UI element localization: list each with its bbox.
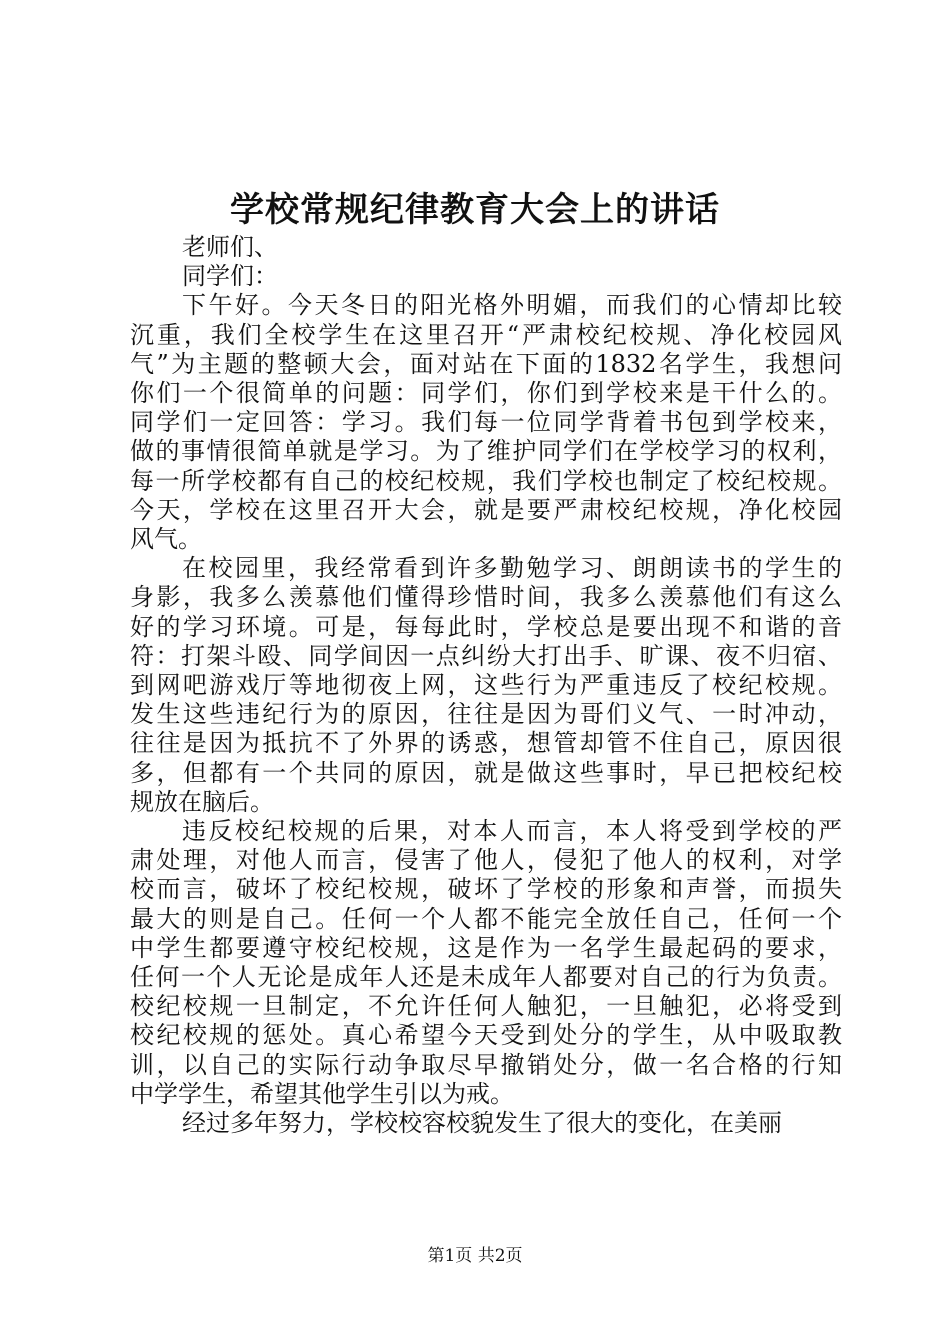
paragraph-line: 发生这些违纪行为的原因，往往是因为哥们义气、一时冲动， xyxy=(130,700,842,729)
paragraph-line: 气”为主题的整顿大会，面对站在下面的1832名学生，我想问 xyxy=(130,349,842,378)
paragraph-line: 每一所学校都有自己的校纪校规，我们学校也制定了校纪校规。 xyxy=(130,466,842,495)
paragraph-line: 规放在脑后。 xyxy=(130,787,274,816)
salutation-teachers: 老师们、 xyxy=(182,233,278,261)
paragraph-line: 身影，我多么羡慕他们懂得珍惜时间，我多么羡慕他们有这么 xyxy=(130,583,842,612)
paragraph-line: 违反校纪校规的后果，对本人而言，本人将受到学校的严 xyxy=(182,817,842,846)
salutation-students: 同学们： xyxy=(182,262,278,291)
paragraph xyxy=(130,291,842,554)
paragraph-line: 同学们一定回答：学习。我们每一位同学背着书包到学校来， xyxy=(130,408,842,437)
paragraph-line: 今天，学校在这里召开大会，就是要严肃校纪校规，净化校园 xyxy=(130,495,842,524)
paragraph-container xyxy=(130,291,842,1138)
paragraph-line: 在校园里，我经常看到许多勤勉学习、朗朗读书的学生的 xyxy=(182,554,842,583)
page-footer: 第1页 共2页 xyxy=(427,1246,523,1266)
paragraph-line: 肃处理，对他人而言，侵害了他人，侵犯了他人的权利，对学 xyxy=(130,846,842,875)
paragraph-line: 好的学习环境。可是，每每此时，学校总是要出现不和谐的音 xyxy=(130,612,842,641)
paragraph-line: 沉重，我们全校学生在这里召开“严肃校纪校规、净化校园风 xyxy=(130,320,842,349)
paragraph-line: 训，以自己的实际行动争取尽早撤销处分，做一名合格的行知 xyxy=(130,1050,842,1079)
paragraph-line: 你们一个很简单的问题：同学们，你们到学校来是干什么的。 xyxy=(130,379,842,408)
paragraph-line: 中学生都要遵守校纪校规，这是作为一名学生最起码的要求， xyxy=(130,933,842,962)
paragraph-line: 任何一个人无论是成年人还是未成年人都要对自己的行为负责。 xyxy=(130,963,842,992)
paragraph-line: 中学学生，希望其他学生引以为戒。 xyxy=(130,1079,514,1108)
paragraph-line: 经过多年努力，学校校容校貌发生了很大的变化，在美丽 xyxy=(182,1109,782,1138)
document-body xyxy=(130,233,842,1138)
paragraph-line: 校纪校规一旦制定，不允许任何人触犯，一旦触犯，必将受到 xyxy=(130,992,842,1021)
paragraph-line: 到网吧游戏厅等地彻夜上网，这些行为严重违反了校纪校规。 xyxy=(130,671,842,700)
paragraph xyxy=(130,817,842,1109)
paragraph-line: 往往是因为抵抗不了外界的诱惑，想管却管不住自己，原因很 xyxy=(130,729,842,758)
document-title: 学校常规纪律教育大会上的讲话 xyxy=(230,190,720,230)
paragraph-line: 多，但都有一个共同的原因，就是做这些事时，早已把校纪校 xyxy=(130,758,842,787)
paragraph-line: 最大的则是自己。任何一个人都不能完全放任自己，任何一个 xyxy=(130,904,842,933)
paragraph-line: 符：打架斗殴、同学间因一点纠纷大打出手、旷课、夜不归宿、 xyxy=(130,641,842,670)
paragraph-line: 做的事情很简单就是学习。为了维护同学们在学校学习的权利， xyxy=(130,437,842,466)
paragraph-line: 校纪校规的惩处。真心希望今天受到处分的学生，从中吸取教 xyxy=(130,1021,842,1050)
paragraph-line: 风气。 xyxy=(130,525,202,554)
paragraph xyxy=(130,1109,842,1138)
paragraph xyxy=(130,554,842,817)
paragraph-line: 下午好。今天冬日的阳光格外明媚，而我们的心情却比较 xyxy=(182,291,842,320)
paragraph-line: 校而言，破坏了校纪校规，破坏了学校的形象和声誉，而损失 xyxy=(130,875,842,904)
